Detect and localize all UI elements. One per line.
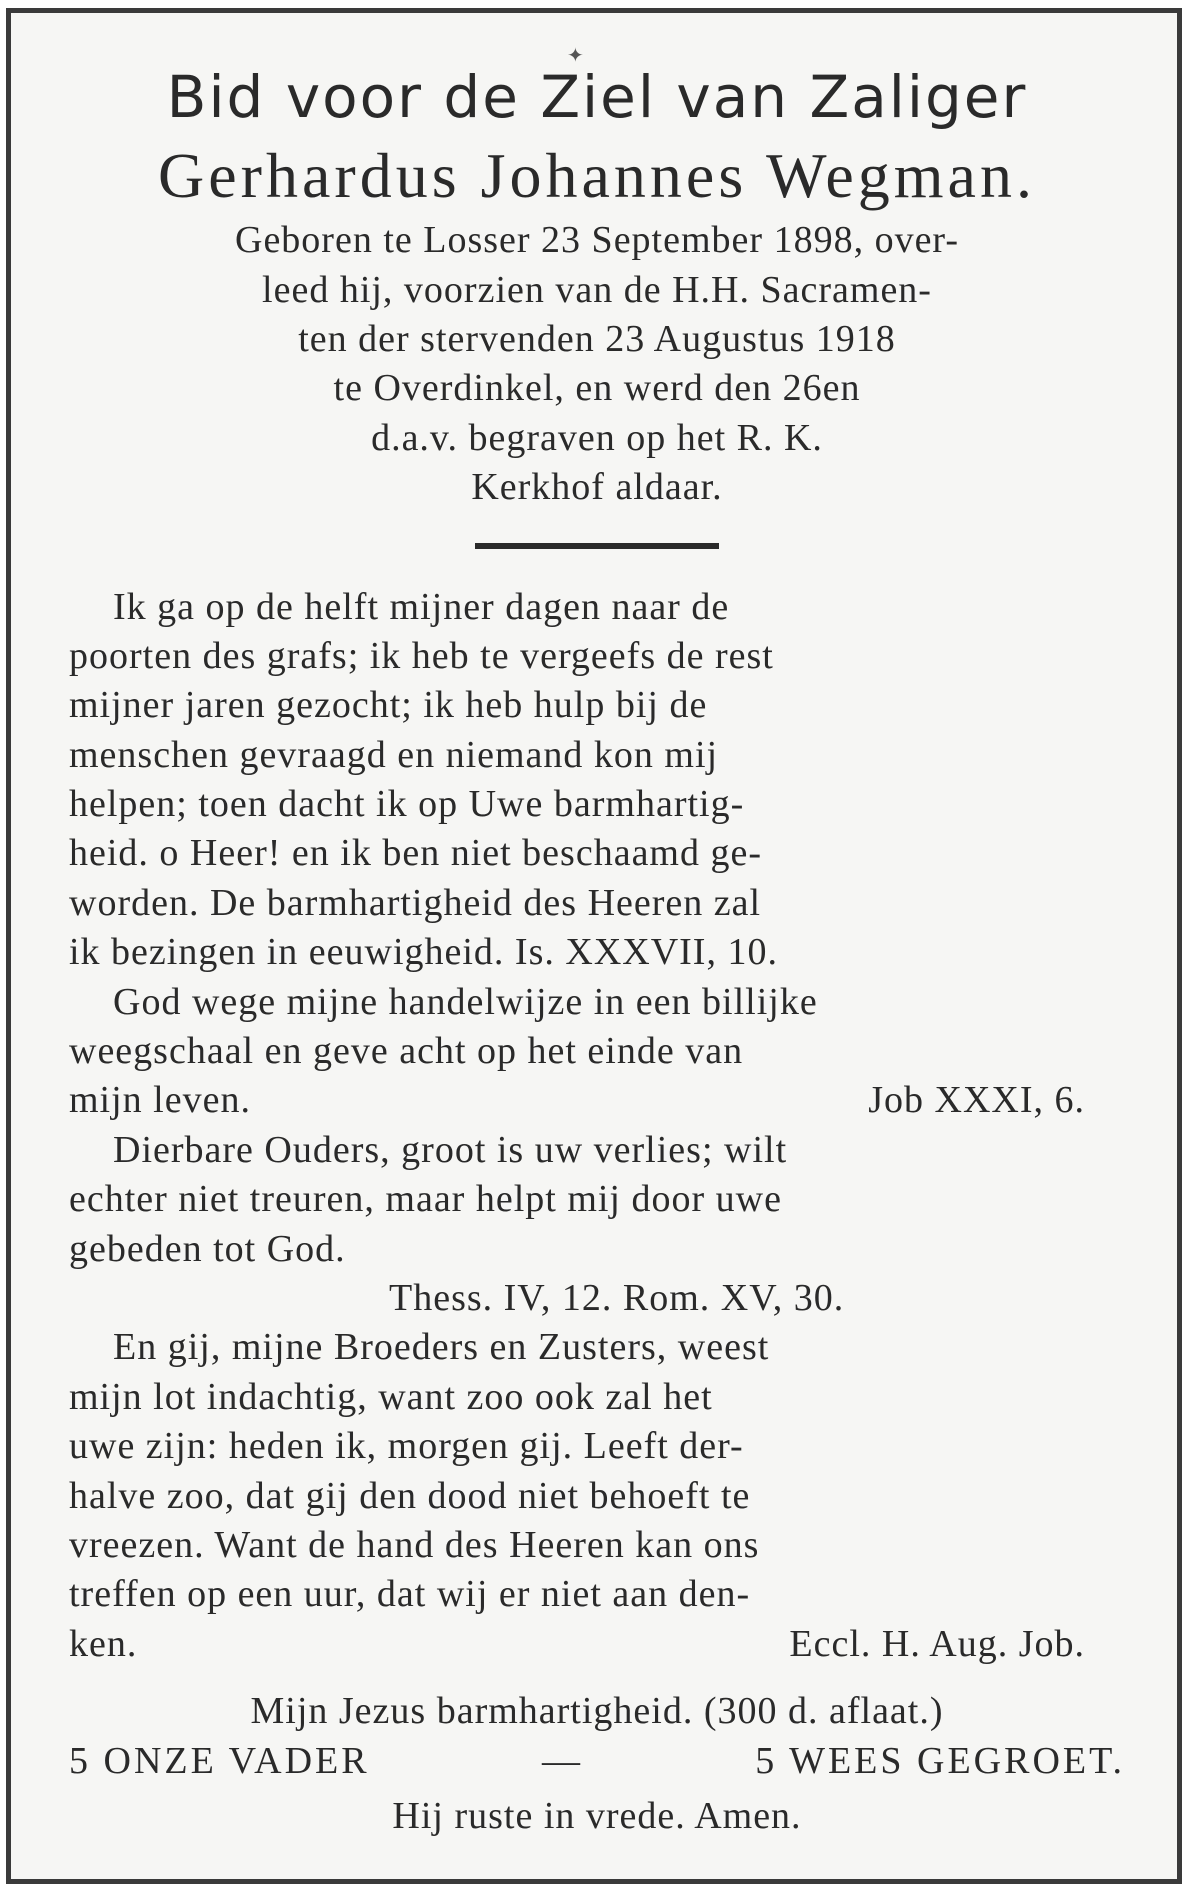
rest-in-peace: Hij ruste in vrede. Amen. xyxy=(392,1794,802,1837)
passage-isaiah-line: helpen; toen dacht ik op Uwe barmhartig- xyxy=(69,783,745,826)
passage-siblings-line: vreezen. Want de hand des Heeren kan ons xyxy=(69,1523,760,1566)
ink-speck: ✦ xyxy=(567,45,584,67)
passage-parents-line: gebeden tot God. xyxy=(69,1227,346,1270)
wees-gegroet: 5 WEES GEGROET. xyxy=(755,1739,1125,1782)
card-heading: Bid voor de Ziel van Zaliger xyxy=(166,63,1028,131)
indulgence-prayer: Mijn Jezus barmhartigheid. (300 d. aflaat.) xyxy=(250,1690,944,1733)
passage-parents-line: Dierbare Ouders, groot is uw verlies; wilt xyxy=(113,1128,788,1171)
closing-prayers xyxy=(69,1687,1125,1841)
passage-isaiah-line: Ik ga op de helft mijner dagen naar de xyxy=(113,585,730,628)
passage-job-last: mijn leven. xyxy=(69,1079,251,1122)
passage-isaiah-line: mijner jaren gezocht; ik heb hulp bij de xyxy=(69,684,708,727)
passage-siblings-line: En gij, mijne Broeders en Zusters, weest xyxy=(113,1326,770,1369)
bio-line: d.a.v. begraven op het R. K. xyxy=(371,416,823,459)
prayer-dash: — xyxy=(541,1739,583,1782)
memorial-card xyxy=(6,8,1182,1884)
passage-isaiah-line: menschen gevraagd en niemand kon mij xyxy=(69,733,719,776)
passage-isaiah-line: heid. o Heer! en ik ben niet beschaamd ge- xyxy=(69,832,763,875)
passage-siblings-line: uwe zijn: heden ik, morgen gij. Leeft der- xyxy=(69,1425,744,1468)
passage-siblings-line: halve zoo, dat gij den dood niet behoeft te xyxy=(69,1474,751,1517)
parents-reference: Thess. IV, 12. Rom. XV, 30. xyxy=(389,1277,845,1319)
job-reference: Job XXXI, 6. xyxy=(868,1079,1085,1122)
passage-siblings-last: ken. xyxy=(69,1622,138,1665)
onze-vader: 5 ONZE VADER xyxy=(69,1739,370,1782)
passage-siblings-line: mijn lot indachtig, want zoo ook zal het xyxy=(69,1375,713,1418)
card-content xyxy=(69,63,1125,1841)
passage-job-ending xyxy=(69,1076,1125,1125)
divider-rule xyxy=(475,543,719,549)
passage-job-line: weegschaal en geve acht op het einde van xyxy=(69,1030,744,1073)
passage-parents-line: echter niet treuren, maar helpt mij door uwe xyxy=(69,1178,782,1221)
passage-siblings-ending xyxy=(69,1620,1125,1669)
scripture-passages xyxy=(69,583,1125,1670)
passage-isaiah-line: ik bezingen in eeuwigheid. Is. XXXVII, 10. xyxy=(69,931,778,974)
bio-line: te Overdinkel, en werd den 26en xyxy=(333,367,861,410)
deceased-name: Gerhardus Johannes Wegman. xyxy=(158,139,1036,211)
siblings-reference: Eccl. H. Aug. Job. xyxy=(789,1622,1085,1665)
passage-siblings-line: treffen op een uur, dat wij er niet aan den- xyxy=(69,1573,751,1616)
bio-line: leed hij, voorzien van de H.H. Sacramen- xyxy=(262,268,932,311)
passage-job-line: God wege mijne handelwijze in een billijke xyxy=(113,980,818,1023)
biography xyxy=(69,216,1125,512)
passage-isaiah-line: poorten des grafs; ik heb te vergeefs de rest xyxy=(69,634,774,677)
prayer-counts xyxy=(69,1737,1125,1786)
bio-line: Kerkhof aldaar. xyxy=(471,466,723,509)
bio-line: Geboren te Losser 23 September 1898, over- xyxy=(235,219,959,262)
passage-isaiah-line: worden. De barmhartigheid des Heeren zal xyxy=(69,881,762,924)
bio-line: ten der stervenden 23 Augustus 1918 xyxy=(298,317,896,360)
